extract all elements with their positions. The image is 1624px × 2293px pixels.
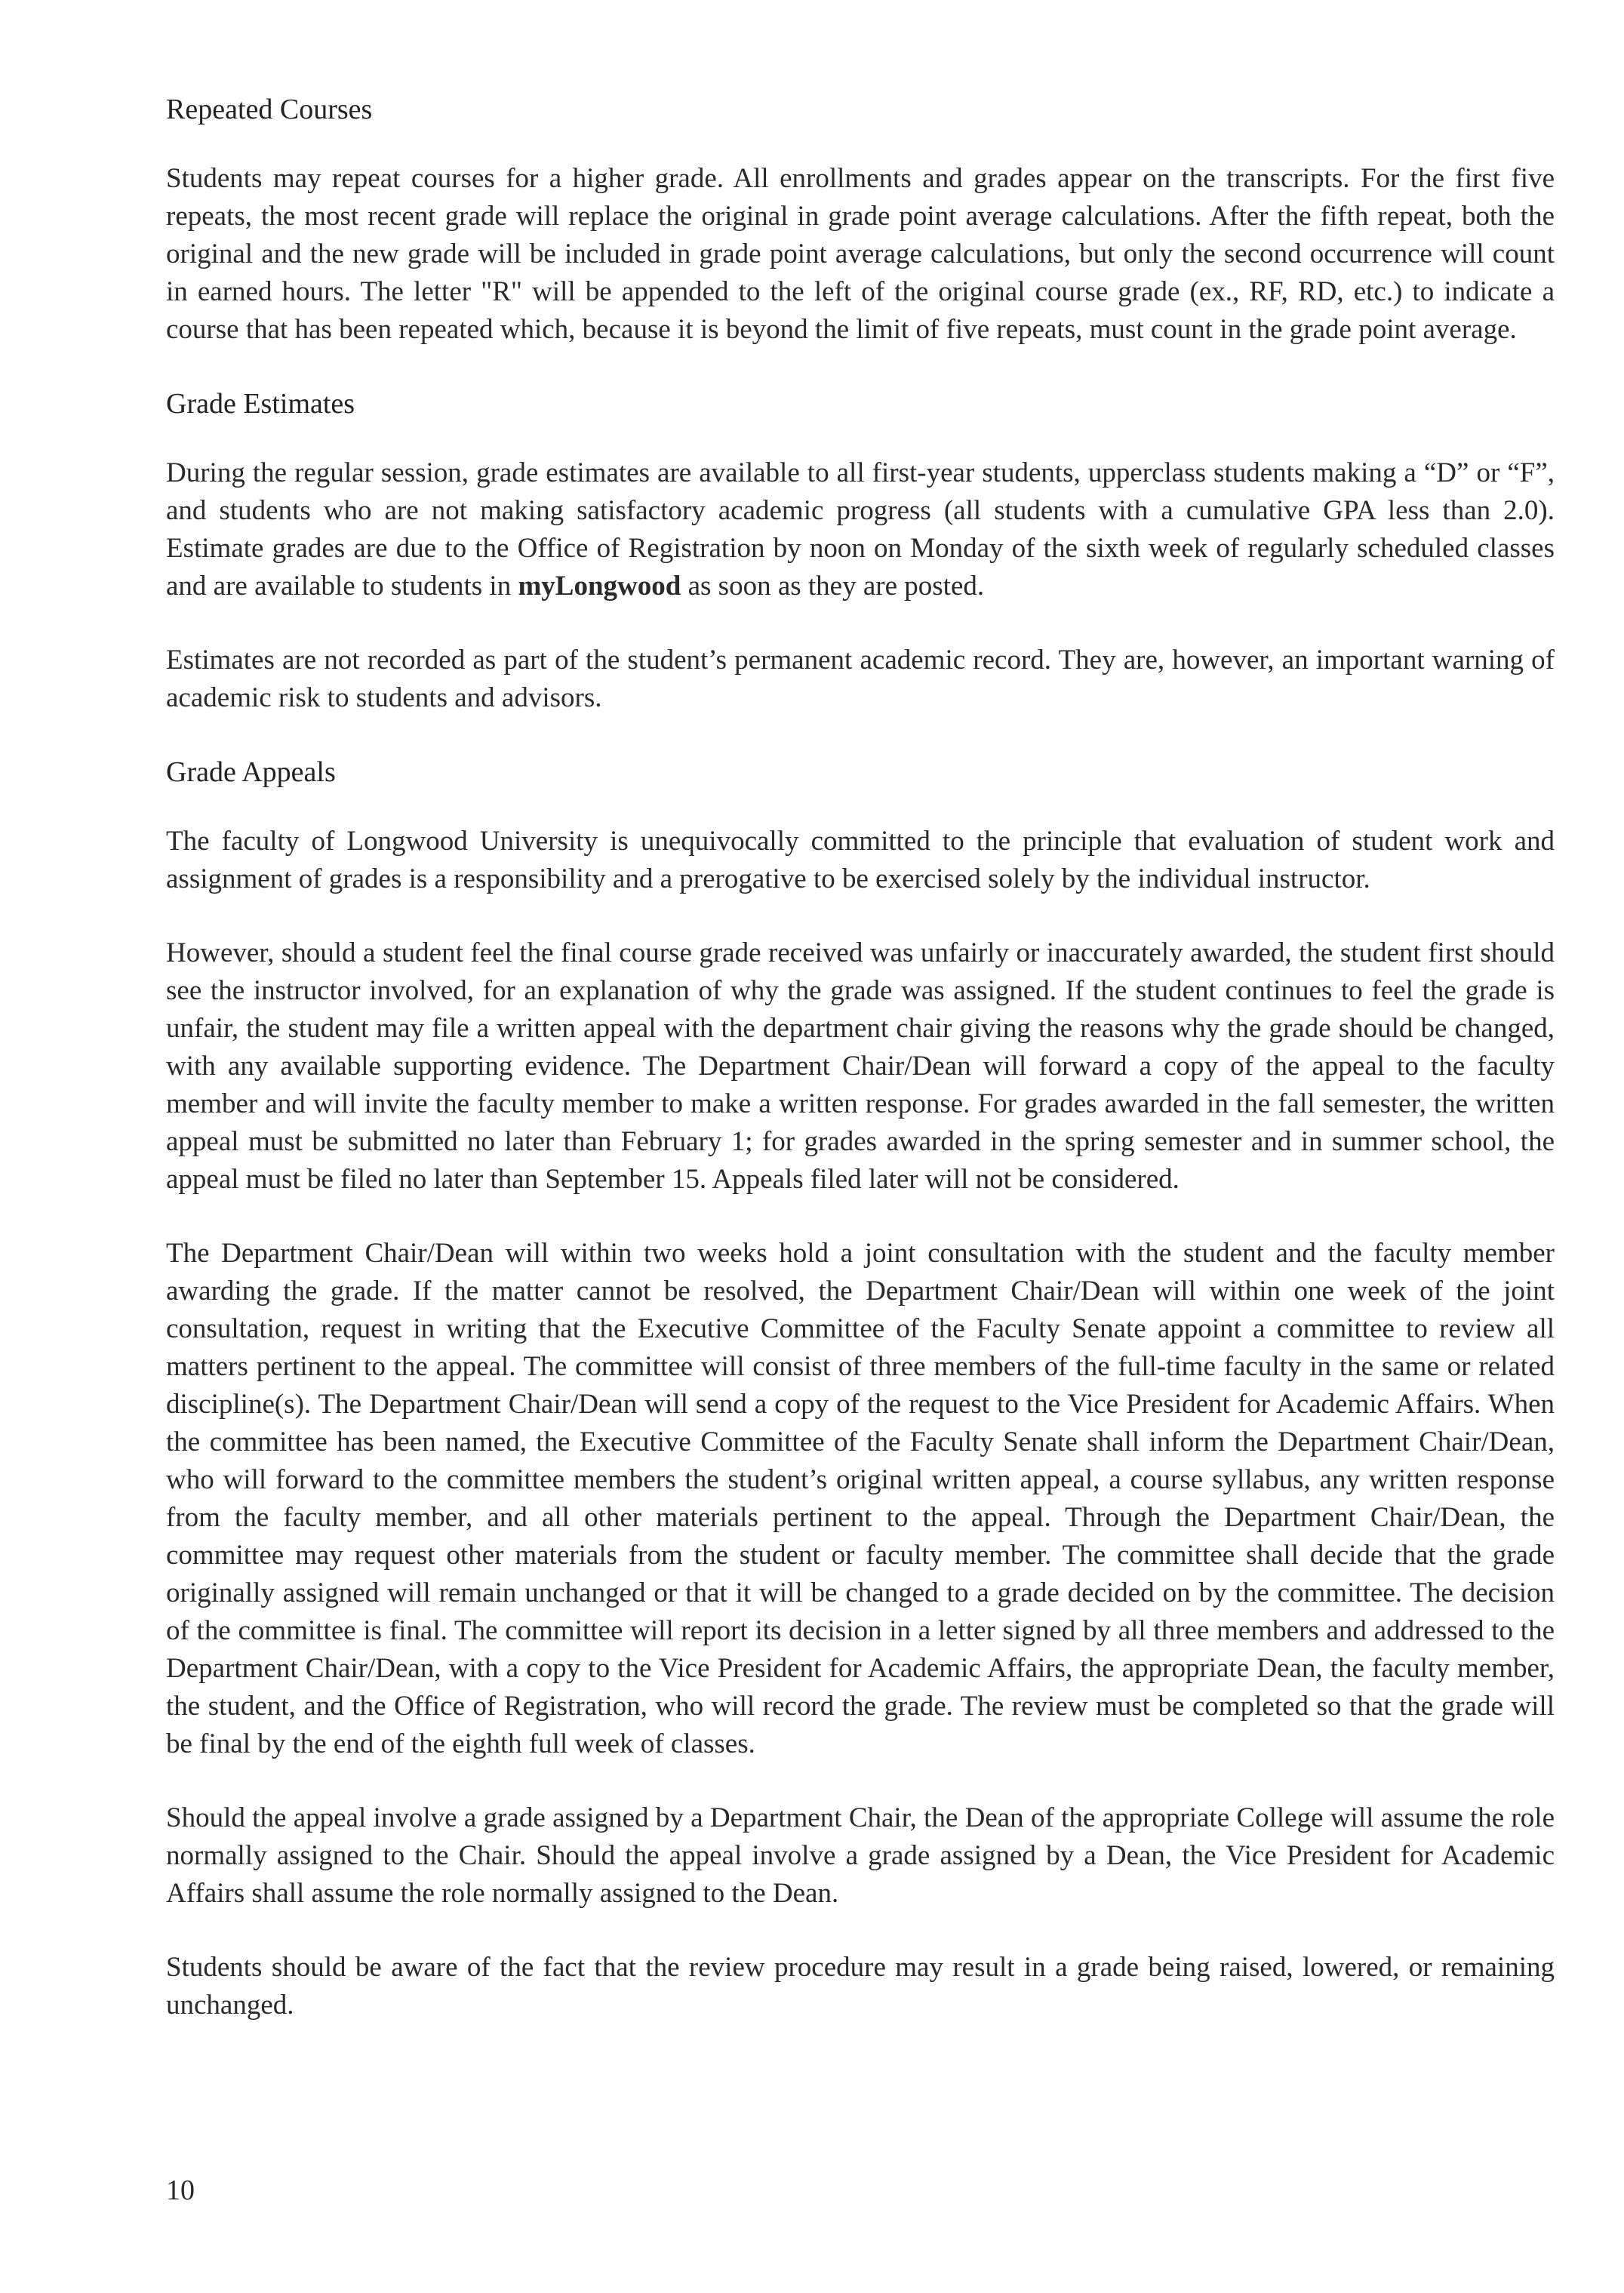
paragraph-repeated-courses: Students may repeat courses for a higher grade. All enrollments and grades appear on the transcripts. For the first five repeats, the most recent grade will replace the original in grade point average calculations. After the fifth repeat, both the original and the new grade will be included in grade point average calculations, but only the second occurrence will count in earned hours. The letter "R" will be appended to the left of the original course grade (ex., RF, RD, etc.) to indicate a course that has been repeated which, because it is beyond the limit of five repeats, must count in the grade point average.	[166, 163, 1555, 345]
page-number: 10	[166, 2175, 195, 2206]
heading-repeated-courses: Repeated Courses	[166, 94, 373, 125]
heading-grade-appeals: Grade Appeals	[166, 756, 336, 788]
paragraph-grade-appeals-2: However, should a student feel the final course grade received was unfairly or inaccurately awarded, the student first should see the instructor involved, for an explanation of why the grade was assigned. If the student continues to feel the grade is unfair, the student may file a written appeal with the department chair giving the reasons why the grade should be changed, with any available supporting evidence. The Department Chair/Dean will forward a copy of the appeal to the faculty member and will invite the faculty member to make a written response. For grades awarded in the fall semester, the written appeal must be submitted no later than February 1; for grades awarded in the spring semester and in summer school, the appeal must be filed no later than September 15. Appeals filed later will not be considered.	[166, 937, 1555, 1195]
estimates-text-after: as soon as they are posted.	[681, 571, 985, 602]
paragraph-grade-appeals-4: Should the appeal involve a grade assigned by a Department Chair, the Dean of the appropriate College will assume the role normally assigned to the Chair. Should the appeal involve a grade assigned by a Dean, the Vice President for Academic Affairs shall assume the role normally assigned to the Dean.	[166, 1802, 1555, 1909]
paragraph-grade-appeals-3: The Department Chair/Dean will within two weeks hold a joint consultation with the student and the faculty member awarding the grade. If the matter cannot be resolved, the Department Chair/Dean will within one week of the joint consultation, request in writing that the Executive Committee of the Faculty Senate appoint a committee to review all matters pertinent to the appeal. The committee will consist of three members of the full-time faculty in the same or related discipline(s). The Department Chair/Dean will send a copy of the request to the Vice President for Academic Affairs. When the committee has been named, the Executive Committee of the Faculty Senate shall inform the Department Chair/Dean, who will forward to the committee members the student’s original written appeal, a course syllabus, any written response from the faculty member, and all other materials pertinent to the appeal. Through the Department Chair/Dean, the committee may request other materials from the student or faculty member. The committee shall decide that the grade originally assigned will remain unchanged or that it will be changed to a grade decided on by the committee. The decision of the committee is final. The committee will report its decision in a letter signed by all three members and addressed to the Department Chair/Dean, with a copy to the Vice President for Academic Affairs, the appropriate Dean, the faculty member, the student, and the Office of Registration, who will record the grade. The review must be completed so that the grade will be final by the end of the eighth full week of classes.	[166, 1238, 1555, 1759]
paragraph-grade-estimates-2: Estimates are not recorded as part of the student’s permanent academic record. They are, however, an important warning of academic risk to students and advisors.	[166, 645, 1555, 713]
paragraph-grade-appeals-1: The faculty of Longwood University is unequivocally committed to the principle that evaluation of student work and assignment of grades is a responsibility and a prerogative to be exercised solely by the individual instructor.	[166, 826, 1555, 894]
heading-grade-estimates: Grade Estimates	[166, 388, 355, 420]
estimates-text-before: During the regular session, grade estimates are available to all first-year students, upperclass students making a “D” or “F”, and students who are not making satisfactory academic progress (all students with a cumulative GPA less than 2.0). Estimate grades are due to the Office of Registration by noon on Monday of the sixth week of regularly scheduled classes and are available to students in	[166, 457, 1555, 602]
paragraph-grade-appeals-5: Students should be aware of the fact that the review procedure may result in a grade being raised, lowered, or remaining unchanged.	[166, 1952, 1555, 2021]
mylongwood-name: myLongwood	[518, 571, 681, 602]
document-page	[166, 91, 1555, 2061]
paragraph-grade-estimates-1	[166, 454, 1555, 605]
